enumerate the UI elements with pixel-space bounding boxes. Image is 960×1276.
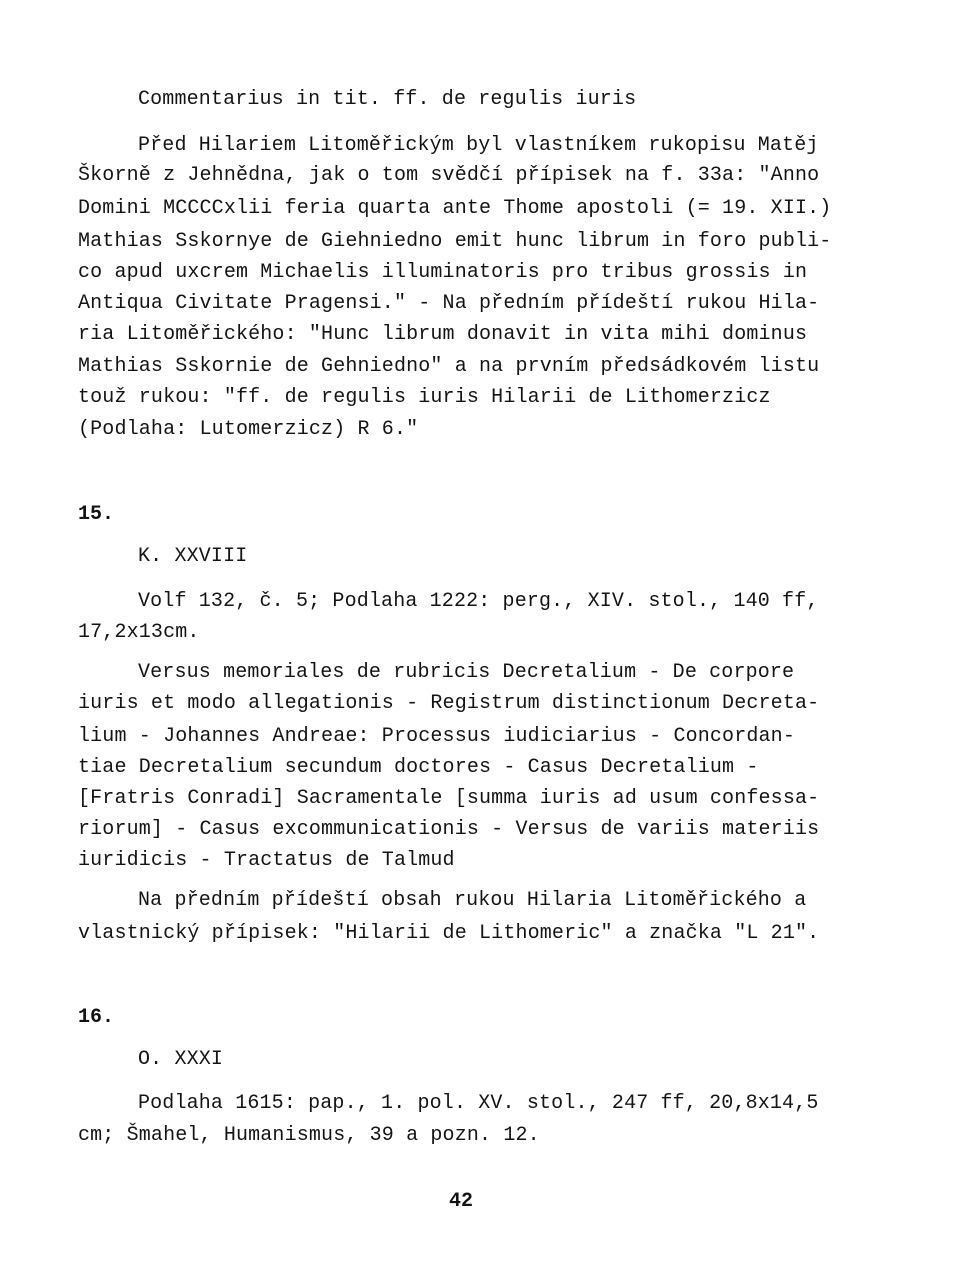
text-line: Před Hilariem Litoměřickým byl vlastníkem rukopisu Matěj — [138, 134, 819, 157]
text-line: 17,2x13cm. — [78, 621, 200, 644]
text-line: co apud uxcrem Michaelis illuminatoris pro tribus grossis in — [78, 261, 808, 284]
page-number: 42 — [449, 1190, 474, 1213]
manuscript-signature: O. XXXI — [138, 1048, 224, 1071]
text-line: [Fratris Conradi] Sacramentale [summa iuris ad usum confessa- — [78, 787, 820, 810]
text-line: Volf 132, č. 5; Podlaha 1222: perg., XIV. stol., 140 ff, — [138, 590, 819, 613]
page-header-title: Commentarius in tit. ff. de regulis iuris — [138, 88, 637, 111]
text-line: iuridicis - Tractatus de Talmud — [78, 849, 455, 872]
text-line: Škorně z Jehnědna, jak o tom svědčí přípisek na f. 33a: "Anno — [78, 164, 820, 187]
text-line: Antiqua Civitate Pragensi." - Na předním přídeští rukou Hila- — [78, 292, 820, 315]
text-line: Versus memoriales de rubricis Decretalium - De corpore — [138, 661, 795, 684]
text-line: ria Litoměřického: "Hunc librum donavit in vita mihi dominus — [78, 323, 808, 346]
text-line: (Podlaha: Lutomerzicz) R 6." — [78, 418, 419, 441]
text-line: iuris et modo allegationis - Registrum distinctionum Decreta- — [78, 692, 820, 715]
text-line: Mathias Sskornie de Gehniedno" a na prvním předsádkovém listu — [78, 355, 820, 378]
text-line: Podlaha 1615: pap., 1. pol. XV. stol., 247 ff, 20,8x14,5 — [138, 1092, 819, 1115]
text-line: riorum] - Casus excommunicationis - Versus de variis materiis — [78, 818, 820, 841]
text-line: touž rukou: "ff. de regulis iuris Hilarii de Lithomerzicz — [78, 386, 771, 409]
text-line: vlastnický přípisek: "Hilarii de Lithomeric" a značka "L 21". — [78, 922, 820, 945]
text-line: lium - Johannes Andreae: Processus iudiciarius - Concordan- — [78, 725, 795, 748]
manuscript-signature: K. XXVIII — [138, 545, 248, 568]
text-line: Domini MCCCCxlii feria quarta ante Thome apostoli (= 19. XII.) — [78, 197, 832, 220]
text-line: cm; Šmahel, Humanismus, 39 a pozn. 12. — [78, 1124, 540, 1147]
entry-number: 16. — [78, 1006, 115, 1029]
entry-number: 15. — [78, 503, 115, 526]
text-line: Mathias Sskornye de Giehniedno emit hunc librum in foro publi- — [78, 230, 832, 253]
text-line: tiae Decretalium secundum doctores - Casus Decretalium - — [78, 756, 759, 779]
text-line: Na předním přídeští obsah rukou Hilaria Litoměřického a — [138, 889, 807, 912]
